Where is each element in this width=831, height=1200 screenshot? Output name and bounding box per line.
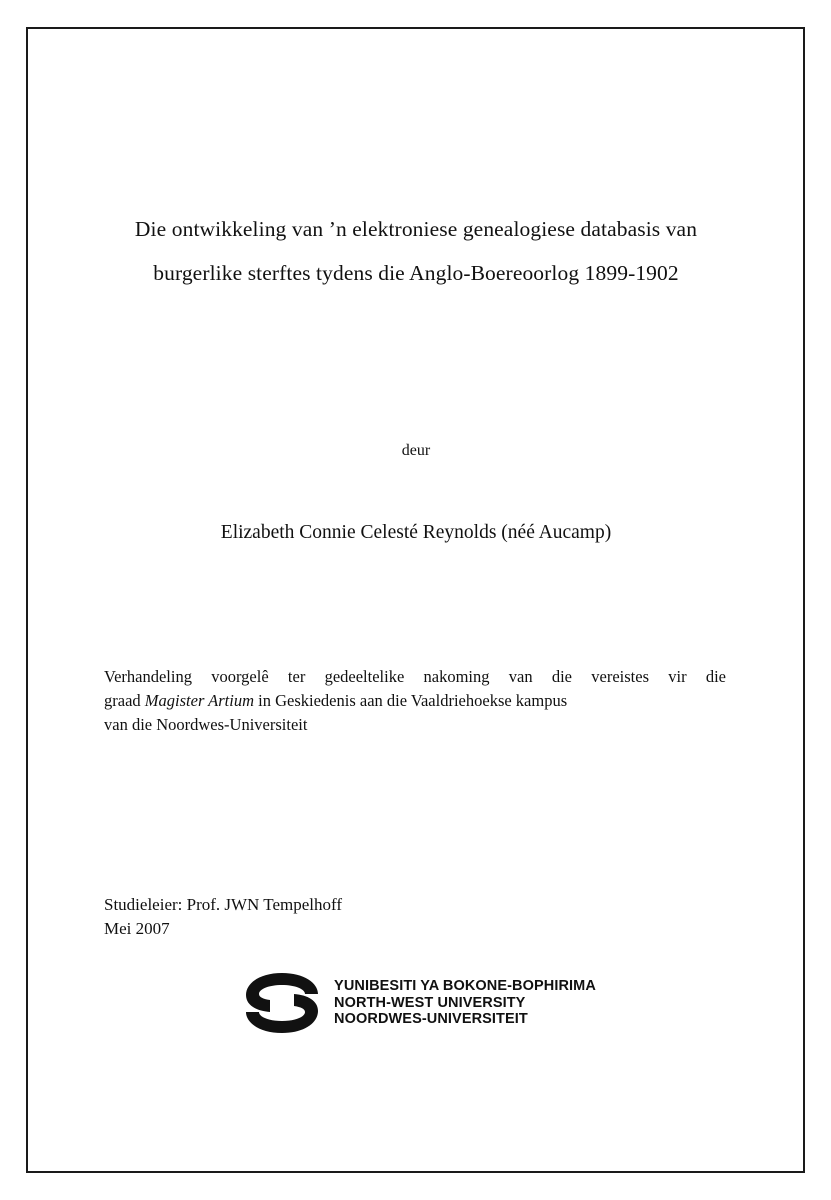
page-title bbox=[100, 207, 732, 295]
logo-text-line-3: NOORDWES-UNIVERSITEIT bbox=[334, 1011, 528, 1028]
degree-name: Magister Artium bbox=[144, 691, 255, 710]
logo-text-line-2: NORTH-WEST UNIVERSITY bbox=[334, 994, 526, 1011]
date-line: Mei 2007 bbox=[104, 919, 170, 938]
supervisor-block bbox=[104, 893, 604, 941]
degree-statement-line-2-pre: graad bbox=[104, 691, 145, 710]
degree-statement bbox=[104, 665, 726, 737]
degree-statement-line-2-post: in Geskiedenis aan die Vaaldriehoekse kampus bbox=[254, 691, 568, 710]
title-line-2: burgerlike sterftes tydens die Anglo-Boereoorlog 1899-1902 bbox=[153, 261, 679, 285]
title-line-1: Die ontwikkeling van ’n elektroniese genealogiese databasis van bbox=[134, 217, 698, 241]
degree-statement-line-2 bbox=[104, 689, 726, 713]
supervisor-line: Studieleier: Prof. JWN Tempelhoff bbox=[104, 895, 343, 914]
nwu-logo-icon bbox=[236, 967, 328, 1039]
degree-statement-line-3: van die Noordwes-Universiteit bbox=[104, 715, 308, 734]
logo-text-block bbox=[334, 978, 596, 1028]
university-logo bbox=[100, 967, 732, 1039]
author-name: Elizabeth Connie Celesté Reynolds (néé Aucamp) bbox=[220, 522, 612, 543]
degree-statement-line-1: Verhandeling voorgelê ter gedeeltelike nakoming van die vereistes vir die bbox=[104, 667, 726, 686]
logo-text-line-1: YUNIBESITI YA BOKONE-BOPHIRIMA bbox=[334, 978, 596, 995]
by-label: deur bbox=[401, 442, 431, 459]
title-page-content bbox=[100, 27, 732, 1173]
